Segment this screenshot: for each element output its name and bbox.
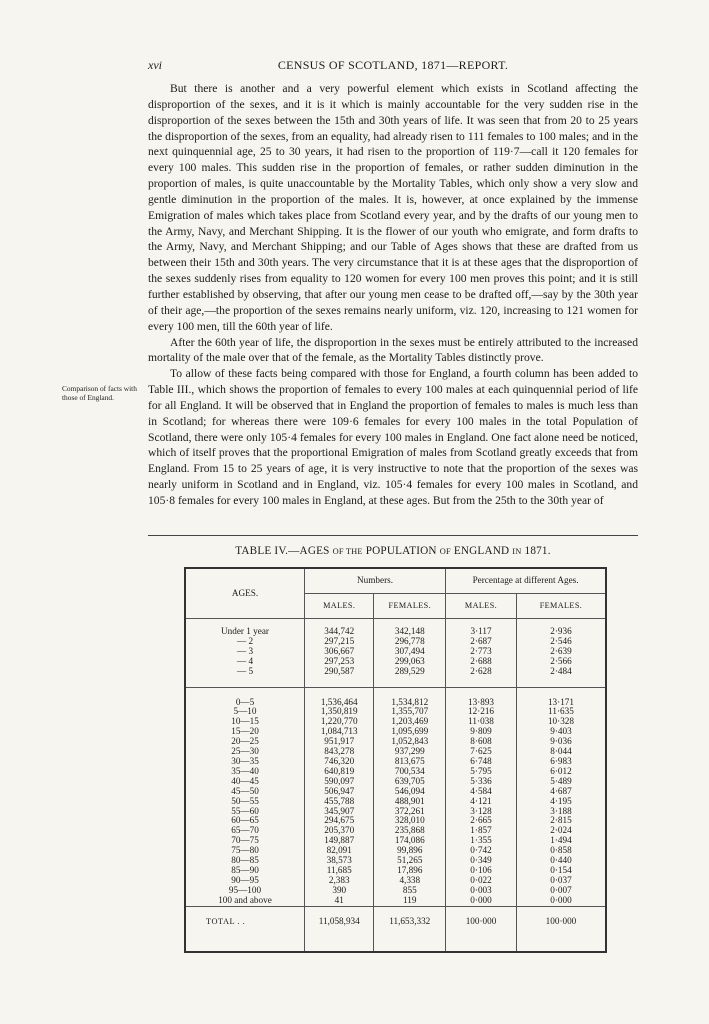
females-percent-cell: 0·000: [516, 896, 606, 906]
males-count-cell: 297,215: [305, 637, 374, 647]
table-caption: TABLE IV.—AGES OF THE POPULATION OF ENGLAND IN 1871.: [235, 545, 551, 557]
age-cell: 55—60: [185, 807, 305, 817]
age-cell: TOTAL . .: [185, 906, 305, 937]
age-cell: — 3: [185, 647, 305, 657]
age-cell: 30—35: [185, 757, 305, 767]
males-percent-cell: 4·121: [446, 797, 517, 807]
age-cell: 100 and above: [185, 896, 305, 906]
females-count-cell: 1,095,699: [374, 727, 446, 737]
margin-note: Comparison of facts with those of England.: [62, 384, 137, 402]
males-percent-cell: 2·665: [446, 816, 517, 826]
females-count-cell: 296,778: [374, 637, 446, 647]
females-percent-cell: 0·037: [516, 876, 606, 886]
females-count-cell: 813,675: [374, 757, 446, 767]
age-cell: 80—85: [185, 856, 305, 866]
ages-header: AGES.: [185, 568, 305, 619]
females-percent-cell: 1·494: [516, 836, 606, 846]
age-cell: 90—95: [185, 876, 305, 886]
table-row: [185, 797, 606, 807]
females-count-cell: 307,494: [374, 647, 446, 657]
males-percent-cell: 0·022: [446, 876, 517, 886]
running-header: [148, 58, 638, 74]
females-percent-cell: 2·546: [516, 637, 606, 647]
males-count-cell: 2,383: [305, 876, 374, 886]
females-percent-cell: 2·566: [516, 657, 606, 667]
females-percent-cell: 10·328: [516, 717, 606, 727]
females-count-cell: 937,299: [374, 747, 446, 757]
males-count-cell: 82,091: [305, 846, 374, 856]
females-count-cell: 4,338: [374, 876, 446, 886]
females-percent-cell: 13·171: [516, 687, 606, 707]
females-count-cell: 299,063: [374, 657, 446, 667]
ages-table: [184, 567, 607, 953]
males-count-cell: 11,685: [305, 866, 374, 876]
percentage-header: Percentage at different Ages.: [446, 568, 606, 594]
males-count-cell: 506,947: [305, 787, 374, 797]
age-cell: 75—80: [185, 846, 305, 856]
pct-males-header: MALES.: [446, 594, 517, 619]
males-percent-cell: 3·117: [446, 627, 517, 637]
males-count-cell: 640,819: [305, 767, 374, 777]
males-percent-cell: 2·628: [446, 667, 517, 687]
females-percent-cell: 2·639: [516, 647, 606, 657]
females-percent-cell: 9·036: [516, 737, 606, 747]
age-cell: 10—15: [185, 717, 305, 727]
age-cell: 50—55: [185, 797, 305, 807]
males-percent-cell: 0·000: [446, 896, 517, 906]
males-count-cell: 590,097: [305, 777, 374, 787]
age-cell: 25—30: [185, 747, 305, 757]
paragraph: But there is another and a very powerful element which exists in Scotland affecting the disproportion of the sexes, and it is it which is mainly accountable for the very sudden rise in the disproportion of the sexes between the 15th and 30th years of life. It was seen that from 20 to 25 years the disproportion of the sexes, from an equality, had already risen to 111 females to 100 males; and in the next quinquennial age, 25 to 30 years, it had risen to the proportion of 119·7—call it 120 females for every 100 males. This sudden rise in the proportion of females, or rather sudden diminution in the proportion of males, is quite unaccountable by the Mortality Tables, which only show a very slow and gentle diminution in the proportion of the males. It is, however, at once explained by the immense Emigration of males which takes place from Scotland every year, and by the drafts of our young men to the Army, Navy, and Merchant Shipping. It is the flower of our youth who emigrate, and form drafts to the Army, Navy, and Merchant Shipping; and our Table of Ages shows that these are drafted from us between their 15th and 30th years. The very circumstance that it is at these ages that the disproportion of the sexes suddenly rises from equality to 120 women for every 100 men proves this point; and it is still further established by observing, that after our young men cease to be drafted off,—say by the 30th year of their age,—the proportion of the sexes remains nearly uniform, viz. 120, increasing to 121 women for every 100 men, till the 60th year of life.: [148, 82, 638, 333]
females-percent-cell: 5·489: [516, 777, 606, 787]
table-row: [185, 687, 606, 707]
age-cell: — 5: [185, 667, 305, 687]
table-body: [185, 619, 606, 952]
females-count-cell: 855: [374, 886, 446, 896]
males-percent-cell: 4·584: [446, 787, 517, 797]
males-percent-cell: 12·216: [446, 707, 517, 717]
females-percent-cell: 4·195: [516, 797, 606, 807]
males-count-cell: 41: [305, 896, 374, 906]
females-count-cell: 372,261: [374, 807, 446, 817]
females-count-cell: 99,896: [374, 846, 446, 856]
males-percent-cell: 2·687: [446, 637, 517, 647]
paragraph: To allow of these facts being compared with those for England, a fourth column has been added to Table III., which shows the proportion of females to every 100 males at each quinquennial period of life for all England. It will be observed that in England the proportion of females to males is much less than in Scotland; for whereas there were 109·6 females for every 100 males in the total Population of Scotland, there were only 105·4 females for every 100 males in England. One fact alone need be noticed, which of itself proves that the proportional Emigration of males from Scotland greatly exceeds that from England. From 15 to 25 years of age, it is very instructive to note that the proportion of the sexes was nearly uniform in Scotland and in England, viz. 105·4 females for every 100 males in Scotland, and 105·8 females for every 100 males in England, at these ages. But from the 25th to the 30th year of: [148, 367, 638, 507]
males-count-cell: 294,675: [305, 816, 374, 826]
males-count-cell: 149,887: [305, 836, 374, 846]
table-row: [185, 667, 606, 687]
females-count-cell: 342,148: [374, 627, 446, 637]
females-count-cell: 174,086: [374, 836, 446, 846]
males-count-cell: 290,587: [305, 667, 374, 687]
males-count-cell: 344,742: [305, 627, 374, 637]
males-count-cell: 746,320: [305, 757, 374, 767]
females-count-cell: 11,653,332: [374, 906, 446, 937]
males-percent-cell: 7·625: [446, 747, 517, 757]
age-cell: 60—65: [185, 816, 305, 826]
females-count-cell: 1,534,812: [374, 687, 446, 707]
males-percent-cell: 11·038: [446, 717, 517, 727]
females-count-cell: 700,534: [374, 767, 446, 777]
females-percent-cell: 2·936: [516, 627, 606, 637]
females-count-cell: 639,705: [374, 777, 446, 787]
females-count-cell: 546,094: [374, 787, 446, 797]
males-count-cell: 205,370: [305, 826, 374, 836]
age-cell: — 4: [185, 657, 305, 667]
males-count-cell: 345,907: [305, 807, 374, 817]
males-percent-cell: 0·106: [446, 866, 517, 876]
males-count-cell: 455,788: [305, 797, 374, 807]
females-percent-cell: 3·188: [516, 807, 606, 817]
males-count-cell: 297,253: [305, 657, 374, 667]
males-count-cell: 390: [305, 886, 374, 896]
males-count-cell: 1,350,819: [305, 707, 374, 717]
males-percent-cell: 13·893: [446, 687, 517, 707]
females-percent-cell: 0·154: [516, 866, 606, 876]
males-percent-cell: 5·336: [446, 777, 517, 787]
males-percent-cell: 1·355: [446, 836, 517, 846]
males-percent-cell: 3·128: [446, 807, 517, 817]
males-percent-cell: 1·857: [446, 826, 517, 836]
males-percent-cell: 9·809: [446, 727, 517, 737]
females-count-cell: 1,355,707: [374, 707, 446, 717]
females-header: FEMALES.: [374, 594, 446, 619]
table-row: [185, 896, 606, 906]
page-number: xvi: [148, 58, 162, 72]
age-cell: 0—5: [185, 687, 305, 707]
males-count-cell: 11,058,934: [305, 906, 374, 937]
age-cell: 20—25: [185, 737, 305, 747]
females-percent-cell: 6·983: [516, 757, 606, 767]
females-percent-cell: 2·024: [516, 826, 606, 836]
males-count-cell: 306,667: [305, 647, 374, 657]
paragraph: After the 60th year of life, the disproportion in the sexes must be entirely attributed to the increased mortality of the male over that of the female, as the Mortality Tables distinctly prove.: [148, 335, 638, 365]
females-count-cell: 1,203,469: [374, 717, 446, 727]
running-title: CENSUS OF SCOTLAND, 1871—REPORT.: [277, 58, 509, 72]
spacer-row: [185, 937, 606, 952]
females-percent-cell: 2·484: [516, 667, 606, 687]
females-percent-cell: 2·815: [516, 816, 606, 826]
males-count-cell: 1,084,713: [305, 727, 374, 737]
age-cell: 65—70: [185, 826, 305, 836]
females-percent-cell: 11·635: [516, 707, 606, 717]
males-count-cell: 1,220,770: [305, 717, 374, 727]
males-percent-cell: 5·795: [446, 767, 517, 777]
age-cell: 40—45: [185, 777, 305, 787]
body-text: [148, 81, 638, 509]
age-cell: 5—10: [185, 707, 305, 717]
females-percent-cell: 6·012: [516, 767, 606, 777]
divider: [148, 535, 638, 536]
females-count-cell: 488,901: [374, 797, 446, 807]
pct-females-header: FEMALES.: [516, 594, 606, 619]
males-percent-cell: 6·748: [446, 757, 517, 767]
females-percent-cell: 0·440: [516, 856, 606, 866]
age-cell: — 2: [185, 637, 305, 647]
table-row: [185, 906, 606, 937]
males-count-cell: 843,278: [305, 747, 374, 757]
females-percent-cell: 4·687: [516, 787, 606, 797]
females-percent-cell: 100·000: [516, 906, 606, 937]
males-count-cell: 951,917: [305, 737, 374, 747]
females-count-cell: 17,896: [374, 866, 446, 876]
females-percent-cell: 8·044: [516, 747, 606, 757]
females-count-cell: 328,010: [374, 816, 446, 826]
males-percent-cell: 0·003: [446, 886, 517, 896]
males-percent-cell: 0·742: [446, 846, 517, 856]
males-count-cell: 38,573: [305, 856, 374, 866]
females-count-cell: 119: [374, 896, 446, 906]
males-percent-cell: 8·608: [446, 737, 517, 747]
males-percent-cell: 0·349: [446, 856, 517, 866]
females-count-cell: 235,868: [374, 826, 446, 836]
age-cell: 70—75: [185, 836, 305, 846]
age-cell: 85—90: [185, 866, 305, 876]
males-count-cell: 1,536,464: [305, 687, 374, 707]
females-percent-cell: 0·858: [516, 846, 606, 856]
age-cell: 95—100: [185, 886, 305, 896]
age-cell: 35—40: [185, 767, 305, 777]
males-header: MALES.: [305, 594, 374, 619]
age-cell: 15—20: [185, 727, 305, 737]
numbers-header: Numbers.: [305, 568, 446, 594]
males-percent-cell: 100·000: [446, 906, 517, 937]
females-count-cell: 1,052,843: [374, 737, 446, 747]
females-count-cell: 289,529: [374, 667, 446, 687]
females-percent-cell: 9·403: [516, 727, 606, 737]
males-percent-cell: 2·688: [446, 657, 517, 667]
females-count-cell: 51,265: [374, 856, 446, 866]
females-percent-cell: 0·007: [516, 886, 606, 896]
age-cell: 45—50: [185, 787, 305, 797]
males-percent-cell: 2·773: [446, 647, 517, 657]
age-cell: Under 1 year: [185, 627, 305, 637]
